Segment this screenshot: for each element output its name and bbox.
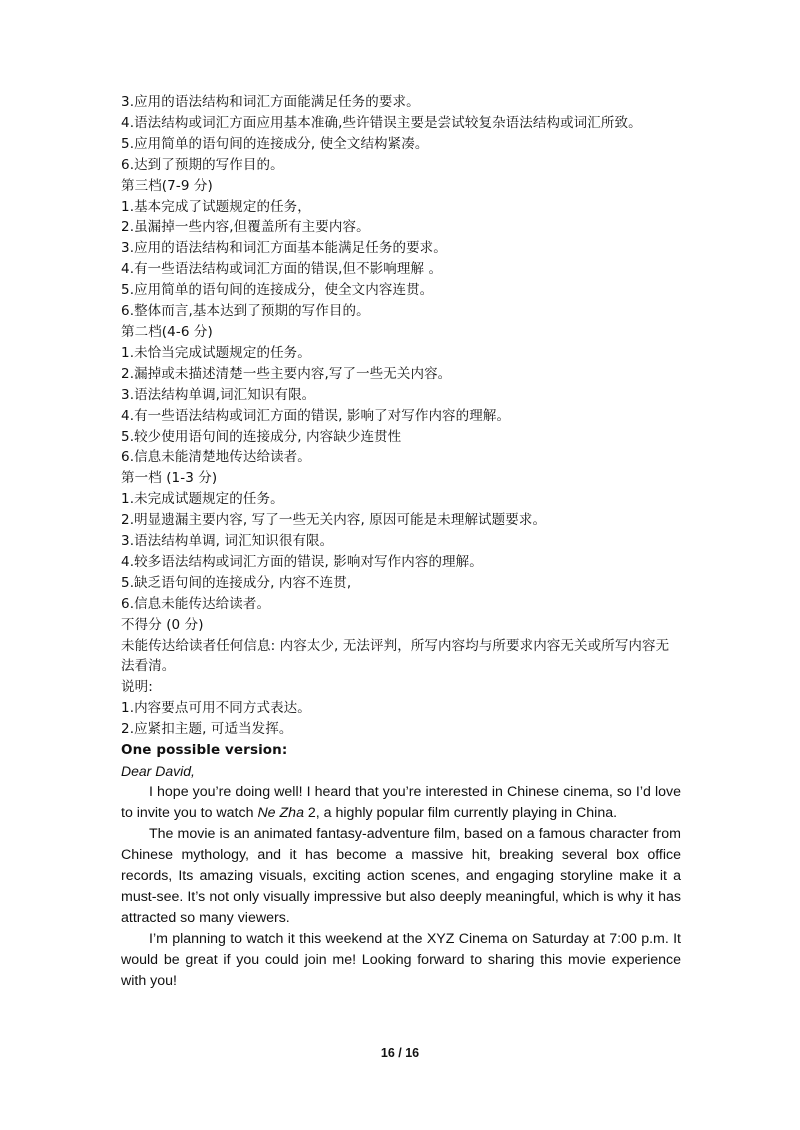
criteria-line: 6.达到了预期的写作目的。 (121, 156, 284, 173)
criteria-line: 1.未恰当完成试题规定的任务。 (121, 344, 311, 361)
criteria-line: 3.语法结构单调, 词汇知识很有限。 (121, 533, 334, 550)
note-line: 1.内容要点可用不同方式表达。 (121, 700, 311, 717)
criteria-line: 3.应用的语法结构和词汇方面基本能满足任务的要求。 (121, 240, 447, 257)
grade-heading: 不得分 (0 分) (121, 616, 204, 633)
criteria-line: 2.漏掉或未描述清楚一些主要内容,写了一些无关内容。 (121, 365, 452, 382)
criteria-line: 5.缺乏语句间的连接成分, 内容不连贯, (121, 574, 352, 591)
criteria-line: 6.整体而言,基本达到了预期的写作目的。 (121, 303, 370, 320)
criteria-line: 4.较多语法结构或词汇方面的错误, 影响对写作内容的理解。 (121, 553, 483, 570)
page-number: 16 / 16 (380, 1046, 420, 1060)
criteria-line: 5.应用简单的语句间的连接成分，使全文内容连贯。 (121, 282, 434, 299)
essay-paragraph: I’m planning to watch it this weekend at the XYZ Cinema on Saturday at 7:00 p.m. It would be great if you could join me! Looking forward to sharing this movie experience with you! (121, 931, 681, 989)
criteria-line: 3.语法结构单调,词汇知识有限。 (121, 386, 316, 403)
grade-heading: 第二档(4-6 分) (121, 323, 213, 340)
paragraph-text: I hope you’re doing well! I heard that you’re interested in Chinese cinema, so I’d love to invite you to watch (121, 784, 681, 821)
criteria-line: 3.应用的语法结构和词汇方面能满足任务的要求。 (121, 94, 420, 110)
criteria-line: 5.应用简单的语句间的连接成分, 使全文结构紧凑。 (121, 135, 429, 152)
criteria-line: 4.语法结构或词汇方面应用基本准确,些许错误主要是尝试较复杂语法结构或词汇所致。 (121, 114, 642, 131)
movie-title: Ne Zha (257, 805, 304, 821)
criteria-line: 5.较少使用语句间的连接成分, 内容缺少连贯性 (121, 428, 402, 445)
essay-paragraph (121, 782, 681, 824)
document-page (121, 92, 681, 992)
criteria-line: 4.有一些语法结构或词汇方面的错误, 影响了对写作内容的理解。 (121, 407, 511, 424)
criteria-line: 6.信息未能传达给读者。 (121, 595, 271, 612)
criteria-line: 2.明显遗漏主要内容, 写了一些无关内容, 原因可能是未理解试题要求。 (121, 512, 547, 529)
salutation: Dear David, (121, 763, 195, 779)
notes-heading: 说明: (121, 679, 153, 696)
criteria-line: 6.信息未能清楚地传达给读者。 (121, 449, 311, 466)
essay-paragraph: The movie is an animated fantasy-adventure film, based on a famous character from Chinese mythology, and it has become a massive hit, breaking several box office records, Its amazing visuals, exciting action scenes, and engaging storyline make it a must-see. It’s not only visually impressive but also deeply meaningful, which is why it has attracted so many viewers. (121, 826, 681, 926)
criteria-line: 1.基本完成了试题规定的任务， (121, 198, 311, 215)
criteria-line: 2.虽漏掉一些内容,但覆盖所有主要内容。 (121, 219, 370, 236)
zero-score-description: 未能传达给读者任何信息: 内容太少, 无法评判，所写内容均与所要求内容无关或所写内容无法看清。 (121, 637, 670, 675)
scoring-criteria (121, 92, 681, 740)
sample-essay (121, 740, 681, 992)
paragraph-text: 2, a highly popular film currently playing in China. (303, 805, 618, 821)
grade-heading: 第一档 (1-3 分) (121, 470, 218, 487)
note-line: 2.应紧扣主题, 可适当发挥。 (121, 721, 293, 738)
criteria-line: 1.未完成试题规定的任务。 (121, 491, 284, 508)
grade-heading: 第三档(7-9 分) (121, 177, 213, 194)
criteria-line: 4.有一些语法结构或词汇方面的错误,但不影响理解 。 (121, 261, 443, 278)
version-heading: One possible version: (121, 742, 288, 759)
